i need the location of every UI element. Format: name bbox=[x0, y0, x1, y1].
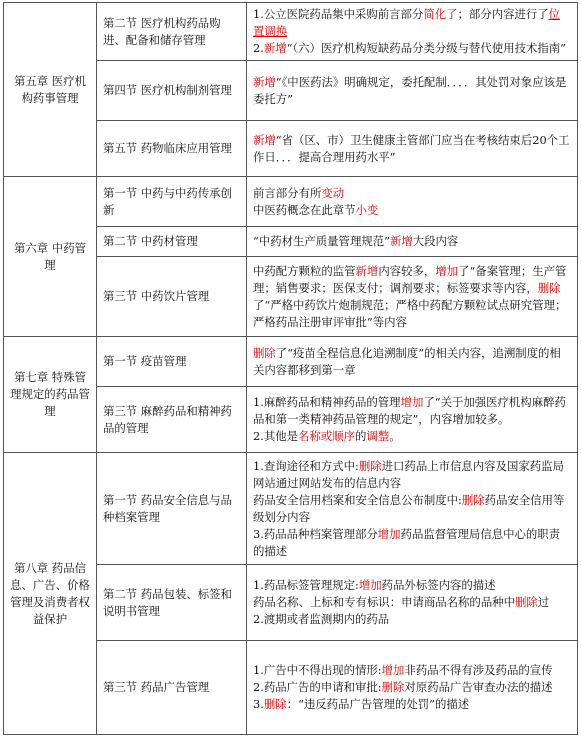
text-run: 2. bbox=[253, 41, 264, 55]
content-cell bbox=[247, 257, 578, 337]
content-cell bbox=[247, 387, 578, 453]
text-run: 前言部分有所 bbox=[253, 185, 322, 200]
text-run: ；部分内容进行了 bbox=[457, 7, 549, 21]
text-run: 2.渡期或者监测期内的药品 bbox=[253, 612, 390, 626]
highlight-text: 新增 bbox=[263, 41, 287, 55]
content-cell bbox=[247, 227, 578, 257]
section-cell: 第二节 医疗机构药品购进、配备和储存管理 bbox=[97, 3, 247, 61]
highlight-text: 增加 bbox=[435, 263, 459, 278]
highlight-text: 删除 bbox=[358, 458, 382, 473]
highlight-text: 变动 bbox=[321, 185, 345, 200]
highlight-text: 新增 bbox=[253, 132, 276, 147]
text-run: 内容较多， bbox=[378, 263, 436, 278]
content-cell bbox=[247, 177, 578, 227]
highlight-text: 删除 bbox=[515, 595, 538, 609]
content-line bbox=[253, 577, 571, 594]
text-run: “省（区、市）卫生健康主管部门应当在考核结束后20个工作日．．．提高合理用药水平” bbox=[253, 132, 570, 164]
text-run: 药品安全信用等级划分内容 bbox=[253, 492, 565, 524]
changes-table bbox=[3, 2, 578, 735]
section-cell: 第二节 药品包装、标签和说明书管理 bbox=[97, 565, 247, 641]
content-line bbox=[253, 6, 571, 40]
section-cell: 第一节 疫苗管理 bbox=[97, 337, 247, 387]
section-cell: 第三节 中药饮片管理 bbox=[97, 257, 247, 337]
text-run: 1.广告中不得出现的情形: bbox=[253, 663, 382, 677]
text-run: 1.公立医院药品集中采购前言部分 bbox=[253, 7, 424, 21]
content-line bbox=[253, 185, 571, 202]
highlight-text: 增加 bbox=[358, 578, 382, 592]
highlight-text: 增加 bbox=[377, 526, 401, 541]
highlight-text: 删除 bbox=[263, 697, 287, 711]
content-line bbox=[253, 40, 571, 57]
content-cell bbox=[247, 121, 578, 177]
chapter-cell: 第七章 特殊管理规定的药品管理 bbox=[4, 337, 97, 453]
content-cell bbox=[247, 453, 578, 565]
content-line bbox=[253, 233, 571, 250]
text-run: “中药材生产质量管理规范” bbox=[253, 234, 390, 248]
content-line bbox=[253, 611, 571, 628]
highlight-text: 新增 bbox=[389, 234, 413, 248]
text-run: 了“备案管理；生产管理；销售要求；医保支付；调剂要求；标签要求等内容， bbox=[253, 263, 567, 295]
text-run: 3. bbox=[253, 697, 264, 711]
text-run: 药品名称、上标和专有标识：申请商品名称的品种中 bbox=[253, 595, 515, 609]
highlight-text: 新增 bbox=[253, 74, 276, 89]
section-cell: 第三节 麻醉药品和精神药品的管理 bbox=[97, 387, 247, 453]
text-run: 1.麻醉药品和精神药品的管理 bbox=[253, 395, 401, 409]
table-row bbox=[4, 3, 578, 61]
highlight-text: 删除 bbox=[461, 492, 485, 507]
text-run: 2.其他是 bbox=[253, 429, 299, 443]
content-line bbox=[253, 132, 571, 166]
text-run: 了“疫苗全程信息化追溯制度”的相关内容，追溯制度的相关内容都移到第一章 bbox=[253, 345, 561, 377]
table-row bbox=[4, 453, 578, 565]
text-run: 大段内容 bbox=[412, 234, 459, 248]
chapter-cell: 第五章 医疗机构药事管理 bbox=[4, 3, 97, 177]
content-line bbox=[253, 428, 571, 445]
content-line bbox=[253, 345, 571, 379]
content-cell bbox=[247, 337, 578, 387]
content-cell bbox=[247, 61, 578, 121]
section-cell: 第三节 药品广告管理 bbox=[97, 641, 247, 735]
highlight-text: 调整 bbox=[366, 429, 390, 443]
table-row bbox=[4, 337, 578, 387]
highlight-text: 删除 bbox=[537, 280, 561, 295]
text-run: 1.药品标签管理规定: bbox=[253, 578, 359, 592]
highlight-text: 增加 bbox=[400, 395, 424, 409]
section-cell: 第一节 中药与中药传承创新 bbox=[97, 177, 247, 227]
text-run: 中医药概念在此章节 bbox=[253, 202, 356, 217]
table-row bbox=[4, 177, 578, 227]
highlight-text: 位置调换 bbox=[253, 7, 561, 38]
highlight-text: 简化了 bbox=[423, 7, 458, 21]
text-run: 对原药品广告审查办法的描述 bbox=[404, 680, 553, 694]
text-run: 进口药品上市信息内容及国家药监局网站通过网站发布的信息内容 bbox=[253, 458, 564, 490]
content-line bbox=[253, 492, 571, 526]
content-line bbox=[253, 458, 571, 492]
chapter-cell: 第八章 药品信息、广告、价格管理及消费者权益保护 bbox=[4, 453, 97, 735]
changes-table-body bbox=[4, 3, 578, 735]
content-line bbox=[253, 594, 571, 611]
highlight-text: 名称或顺序 bbox=[298, 429, 356, 443]
section-cell: 第四节 医疗机构制剂管理 bbox=[97, 61, 247, 121]
text-run: 药品外标签内容的描述 bbox=[381, 578, 496, 592]
text-run: 2.药品广告的申请和审批: bbox=[253, 680, 382, 694]
text-run: 中药配方颗粒的监管 bbox=[253, 263, 356, 278]
content-cell bbox=[247, 641, 578, 735]
content-line bbox=[253, 696, 571, 713]
highlight-text: 小变 bbox=[355, 202, 379, 217]
text-run: 药品监督管理局信息中心的职责的描述 bbox=[253, 526, 561, 558]
section-cell: 第一节 药品安全信息与品种档案管理 bbox=[97, 453, 247, 565]
chapter-cell: 第六章 中药管理 bbox=[4, 177, 97, 337]
highlight-text: 删除 bbox=[253, 345, 276, 360]
text-run: “《中医药法》明确规定，委托配制．．．．其处罚对象应该是委托方” bbox=[253, 74, 567, 106]
text-run: 了“关于加强医疗机构麻醉药品和第一类精神药品管理的规定”，内容增加较多。 bbox=[253, 395, 566, 426]
text-run: “（六）医疗机构短缺药品分类分级与替代使用技术指南” bbox=[286, 41, 566, 55]
text-run: ：“违反药品广告管理的处罚”的描述 bbox=[286, 697, 470, 711]
content-line bbox=[253, 74, 571, 108]
content-line bbox=[253, 202, 571, 219]
content-line bbox=[253, 263, 571, 331]
content-cell bbox=[247, 565, 578, 641]
text-run: 药品安全信用档案和安全信息公布制度中: bbox=[253, 492, 462, 507]
highlight-text: 新增 bbox=[355, 263, 379, 278]
text-run: 1.查询途径和方式中: bbox=[253, 458, 359, 473]
content-line bbox=[253, 526, 571, 560]
text-run: 过 bbox=[537, 595, 550, 609]
section-cell: 第五节 药物临床应用管理 bbox=[97, 121, 247, 177]
text-run: 了“严格中药饮片炮制规范；严格中药配方颗粒试点研究管理；严格药品注册审评审批”等内容 bbox=[253, 297, 567, 329]
text-run: 3.药品品种档案管理部分 bbox=[253, 526, 378, 541]
text-run: 非药品不得有涉及药品的宣传 bbox=[404, 663, 553, 677]
highlight-text: 增加 bbox=[381, 663, 405, 677]
text-run: 的 bbox=[355, 429, 367, 443]
section-cell: 第二节 中药材管理 bbox=[97, 227, 247, 257]
content-line bbox=[253, 679, 571, 696]
content-line bbox=[253, 662, 571, 679]
content-cell bbox=[247, 3, 578, 61]
highlight-text: 删除 bbox=[381, 680, 405, 694]
content-line bbox=[253, 394, 571, 428]
text-run: 。 bbox=[389, 429, 401, 443]
